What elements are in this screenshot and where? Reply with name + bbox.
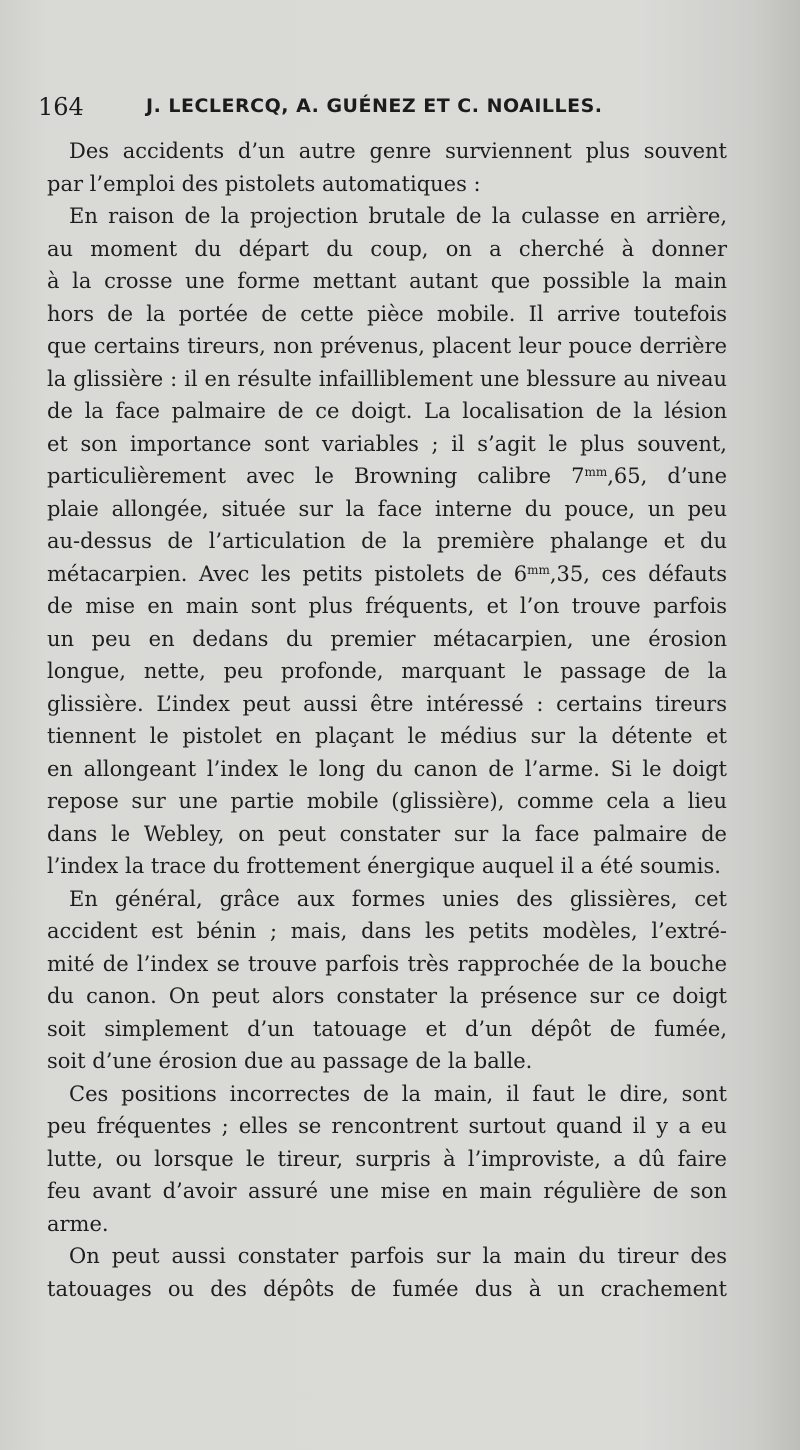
body-text [47,135,727,1305]
text-line: tiennent le pistolet en plaçant le médius sur la détente et [47,724,727,748]
text-line: de la face palmaire de ce doigt. La localisation de la lésion [47,399,727,423]
text-line: de mise en main sont plus fréquents, et l’on trouve parfois [47,594,727,618]
running-head: J. LECLERCQ, A. GUÉNEZ ET C. NOAILLES. [146,95,603,117]
page-number: 164 [38,93,84,121]
paragraph-2 [47,200,727,883]
text-line: soit simplement d’un tatouage et d’un dépôt de fumée, [47,1016,727,1041]
text-line: En général, grâce aux formes unies des glissières, cet [69,886,727,911]
text-line: plaie allongée, située sur la face interne du pouce, un peu [47,496,727,521]
text-line: peu fréquentes ; elles se rencontrent surtout quand il y a eu [47,1114,727,1138]
text-line: lutte, ou lorsque le tireur, surpris à l’improviste, a dû faire [47,1146,727,1171]
text-line: dans le Webley, on peut constater sur la face palmaire de [47,821,727,846]
text-line: repose sur une partie mobile (glissière), comme cela a lieu [47,789,727,813]
text-line: arme. [47,1211,109,1236]
text-line: au moment du départ du coup, on a cherché à donner [47,236,727,261]
unit-superscript: mm [584,465,608,479]
text-line: l’index la trace du frottement énergique auquel il a été soumis. [47,854,721,878]
unit-superscript: mm [527,562,550,577]
paragraph-4 [47,1078,727,1241]
text-line: hors de la portée de cette pièce mobile. Il arrive toutefois [47,301,727,326]
paragraph-1 [47,135,727,200]
paragraph-3 [47,883,727,1078]
text-line: par l’emploi des pistolets automatiques : [47,171,481,196]
text-line: la glissière : il en résulte infailliblement une blessure au niveau [47,366,727,391]
text-line: soit d’une érosion due au passage de la balle. [47,1049,533,1073]
text-line: feu avant d’avoir assuré une mise en main régulière de son [47,1179,727,1203]
text-line: Des accidents d’un autre genre surviennent plus souvent [69,139,727,163]
text-line: glissière. L’index peut aussi être intéressé : certains tireurs [47,691,727,716]
text-line: et son importance sont variables ; il s’agit le plus souvent, [47,431,727,456]
text-line: en allongeant l’index le long du canon de l’arme. Si le doigt [47,756,727,781]
text-line: accident est bénin ; mais, dans les petits modèles, l’extré- [47,919,727,943]
text-line: à la crosse une forme mettant autant que possible la main [47,269,727,293]
text-line-part: particulièrement avec le Browning calibre 7 [47,464,585,488]
text-line: En raison de la projection brutale de la culasse en arrière, [69,204,727,228]
text-line: un peu en dedans du premier métacarpien, une érosion [47,626,727,651]
text-line: que certains tireurs, non prévenus, placent leur pouce derrière [47,334,727,358]
text-line: longue, nette, peu profonde, marquant le passage de la [47,659,727,683]
text-line: tatouages ou des dépôts de fumée dus à un crachement [47,1276,727,1301]
text-line [47,558,727,591]
text-line-part: ,65, d’une [607,464,727,488]
paragraph-5 [47,1240,727,1305]
text-line-part: ,35, ces défauts [549,561,727,586]
text-line [47,460,727,493]
text-line: On peut aussi constater parfois sur la main du tireur des [69,1244,727,1268]
text-line: mité de l’index se trouve parfois très rapprochée de la bouche [47,951,727,976]
text-line-part: métacarpien. Avec les petits pistolets de 6 [47,561,528,586]
text-line: Ces positions incorrectes de la main, il faut le dire, sont [69,1081,727,1106]
page-header [38,93,738,123]
text-line: au-dessus de l’articulation de la première phalange et du [47,529,727,553]
text-line: du canon. On peut alors constater la présence sur ce doigt [47,984,727,1008]
